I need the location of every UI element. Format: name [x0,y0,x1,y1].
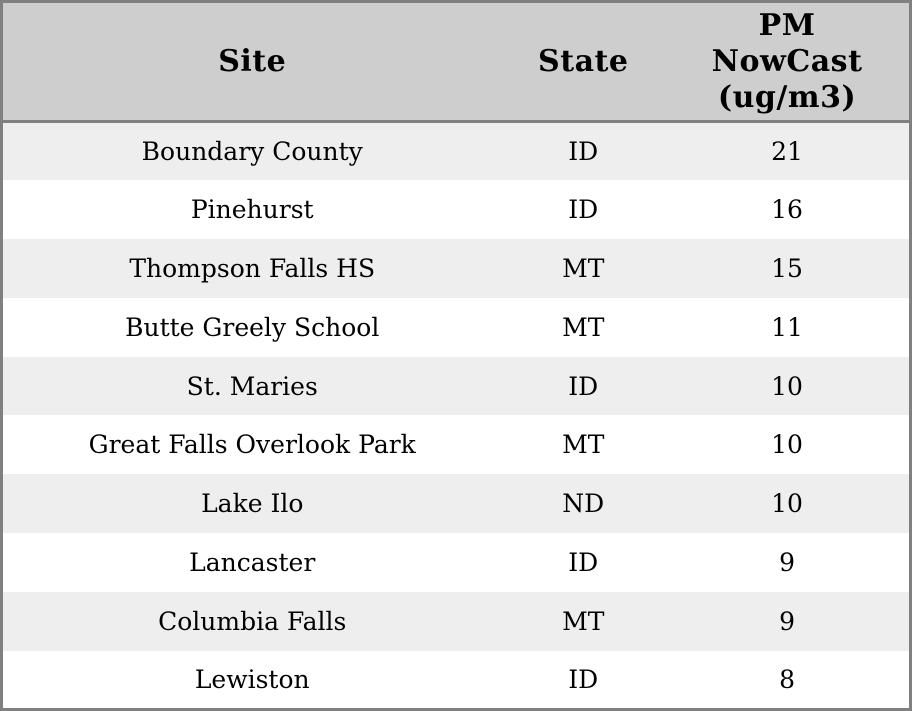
site-cell: St. Maries [186,371,318,401]
table-row [2,239,911,298]
table-row [2,474,911,533]
state-cell: ID [568,195,599,225]
site-cell: Butte Greely School [125,312,380,342]
table-header [2,2,911,122]
site-cell: Great Falls Overlook Park [88,430,416,460]
column-header-site [2,2,502,122]
site-cell: Lancaster [189,547,316,577]
pm-nowcast-cell: 10 [771,430,803,460]
state-cell: ID [568,137,599,167]
site-cell: Lake Ilo [201,489,304,519]
pm-nowcast-cell: 9 [779,547,795,577]
table-row [2,357,911,416]
site-cell: Pinehurst [190,195,314,225]
state-cell: MT [562,312,605,342]
table-row [2,415,911,474]
pm-nowcast-cell: 10 [771,371,803,401]
site-cell: Boundary County [141,137,363,167]
pm-header-line-2: NowCast [711,43,863,79]
site-cell: Lewiston [194,664,310,694]
table-row [2,592,911,651]
table-row [2,180,911,239]
table-row [2,298,911,357]
state-cell: ID [568,547,599,577]
table-body [2,122,911,710]
pm-header-line-1: PM [758,7,816,43]
pm-nowcast-cell: 8 [779,664,795,694]
pm-header-line-3: (ug/m3) [717,79,857,115]
pm-nowcast-cell: 9 [779,606,795,636]
pm-nowcast-cell: 16 [771,195,803,225]
site-cell: Columbia Falls [158,606,347,636]
table-row [2,122,911,181]
column-header-pm-nowcast [665,2,910,122]
column-header-state [501,2,665,122]
state-cell: MT [562,253,605,283]
pm-nowcast-cell: 10 [771,489,803,519]
state-cell: ND [562,489,605,519]
table-row [2,651,911,710]
state-cell: ID [568,371,599,401]
pm-nowcast-cell: 21 [771,137,803,167]
column-header-state-label: State [538,44,629,79]
table-row [2,533,911,592]
pm-nowcast-cell: 15 [771,253,803,283]
state-cell: ID [568,664,599,694]
pm-nowcast-cell: 11 [771,312,803,342]
header-row [2,2,911,122]
site-cell: Thompson Falls HS [129,253,376,283]
state-cell: MT [562,430,605,460]
column-header-site-label: Site [218,44,287,79]
state-cell: MT [562,606,605,636]
